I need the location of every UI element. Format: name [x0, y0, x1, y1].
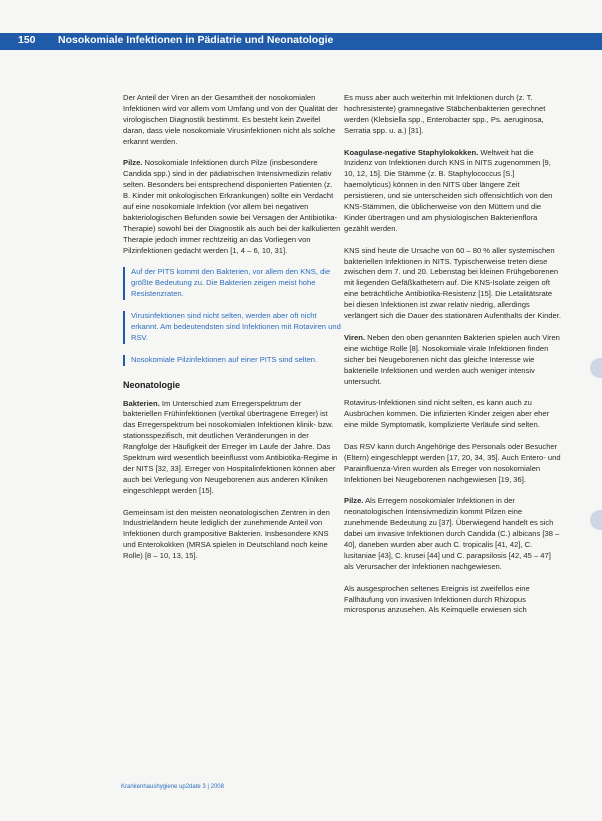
paragraph-text: Im Unterschied zum Erregerspektrum der bakteriellen Frühinfektionen (vertikal übertragene Erreger) ist das Erregerspektrum bei nosokomialen Infektionen klinik- bzw. stationsspezifisch, mit deutlichen Veränderungen in der Rangfolge der Häufigkeit der Erreger im Laufe der Jahre. Das Spektrum wird wesentlich beeinflusst vom Antibiotika-Regime in der NITS [32, 33]. Erreger von Hospitalinfektionen können aber auch bei Verlegung von Neugeborenen aus anderen Kliniken eingeschleppt werden [15].	[123, 398, 338, 495]
paragraph	[123, 158, 341, 256]
paragraph-lead: Pilze.	[344, 496, 364, 506]
paragraph-text: Nosokomiale Infektionen durch Pilze (insbesondere Candida spp.) sind in der pädiatrischen Intensivmedizin relativ selten. Besonders bei entsprechend disponierten Patienten (z. B. Kinder mit onkologischen Erkrankungen) sollte ein Verdacht auf eine nosokomiale Infektion (vor allem bei negativen bakteriologischen Befunden sowie bei Versagen der Antibiotika-Therapie) sowohl bei der Diagnostik als auch bei der kalkulierten Therapie jedoch immer rechtzeitig an das Vorliegen von Pilzinfektionen gedacht werden [1, 4 – 6, 10, 31].	[123, 158, 341, 255]
summary-note: Virusinfektionen sind nicht selten, werden aber oft nicht erkannt. Am bedeutendsten sind Infektionen mit Rotaviren und RSV.	[123, 311, 341, 344]
thumb-tab-marker	[590, 510, 602, 530]
paragraph	[344, 148, 562, 235]
paragraph-text: Als Erregern nosokomialer Infektionen in der neonatologischen Intensivmedizin kommt Pilzen eine zunehmende Bedeutung zu [37]. Überwiegend handelt es sich dabei um invasive Infektionen durch Candida (C.) albicans [38 – 40], daneben wurden aber auch C. tropicalis [41, 42], C. lusitaniae [43], C. krusei [44] und C. parapsilosis [42, 45 – 47] als Verursacher der Infektionen nachgewiesen.	[344, 496, 560, 571]
right-column	[344, 93, 562, 627]
page-footer: Krankenhaushygiene up2date 3 | 2008	[121, 784, 224, 790]
paragraph	[344, 496, 562, 572]
paragraph-text: Weltweit hat die Inzidenz von Infektionen durch KNS in NITS zugenommen [9, 10, 12, 15]. Die Stämme (z. B. Staphylococcus [S.] haemolyticus) können in den NITS über längere Zeit persistieren, und sie unterscheiden sich offensichtlich von den KNS-Stämmen, die üblicherweise von den Müttern und die Kinder übertragen und am physiologischen Bakterienflora gezählt werden.	[344, 147, 553, 233]
paragraph-lead: Koagulase-negative Staphylokokken.	[344, 147, 479, 157]
paragraph-lead: Pilze.	[123, 158, 143, 168]
paragraph: Der Anteil der Viren an der Gesamtheit der nosokomialen Infektionen wird vor allem vom Umfang und von der Qualität der virologischen Diagnostik bestimmt. Es besteht kein Zweifel daran, dass viele nosokomiale Virusinfektionen nicht als solche erkannt werden.	[123, 93, 338, 146]
summary-note: Nosokomiale Pilzinfektionen auf einer PITS sind selten.	[123, 355, 341, 366]
section-heading: Neonatologie	[123, 379, 181, 390]
paragraph-text: Neben den oben genannten Bakterien spielen auch Viren eine wichtige Rolle [8]. Nosokomiale virale Infektionen finden sicher bei Neugeborenen nicht das gleiche Interesse wie bakterielle Infektionen und werden auch weniger intensiv untersucht.	[344, 332, 560, 386]
paragraph	[344, 333, 562, 388]
paragraph-lead: Bakterien.	[123, 398, 160, 408]
paragraph: Als ausgesprochen seltenes Ereignis ist zweifellos eine Fallhäufung von invasiven Infektionen durch Rhizopus microsporus anzusehen. Als Keimquelle erwiesen sich	[344, 583, 530, 615]
paragraph: Rotavirus-Infektionen sind nicht selten, es kann auch zu Ausbrüchen kommen. Die infizierten Kinder zeigen aber eher eine milde Symptomatik, komplizierte Verläufe sind selten.	[344, 398, 550, 430]
paragraph: Es muss aber auch weiterhin mit Infektionen durch (z. T. hochresistente) gramnegative Stäbchenbakterien gerechnet werden (Klebsiella spp., Enterobacter spp., Ps. aeruginosa, Serratia spp. u. a.) [31].	[344, 93, 546, 135]
paragraph-lead: Viren.	[344, 332, 365, 342]
paragraph: KNS sind heute die Ursache von 60 – 80 % aller systemischen bakteriellen Infektionen in NITS. Typischerweise treten diese zwischen dem 7. und 20. Lebenstag bei kleinen Frühgeborenen mit liegenden Gefäßkathetern auf. Die KNS-Isolate zeigen oft eine beträchtliche Antibiotika-Resistenz [15]. Die Letalitätsrate bei diesen Infektionen ist zwar relativ niedrig, allerdings verlängert sich die Dauer des stationären Aufenthalts der Kinder.	[344, 245, 561, 321]
thumb-tab-marker	[590, 358, 602, 378]
running-title: Nosokomiale Infektionen in Pädiatrie und Neonatologie	[58, 34, 334, 46]
paragraph: Das RSV kann durch Angehörige des Personals oder Besucher (Eltern) eingeschleppt werden [17, 20, 34, 35]. Auch Entero- und Parainfluenza-Viren wurden als Erreger von nosokomialen Infektionen bei Neugeborenen nachgewiesen [19, 36].	[344, 441, 561, 484]
page-header-bar	[0, 33, 602, 50]
paragraph: Gemeinsam ist den meisten neonatologischen Zentren in den Industrieländern heute lediglich der zunehmende Anteil von Infektionen durch grampositive Bakterien. Insbesondere KNS und Enterokokken (MRSA spielen in Deutschland noch keine Rolle) [8 – 10, 13, 15].	[123, 507, 330, 561]
paragraph	[123, 399, 341, 497]
summary-note: Auf der PITS kommt den Bakterien, vor allem den KNS, die größte Bedeutung zu. Die Bakterien zeigen meist hohe Resistenzraten.	[123, 267, 341, 300]
left-column	[123, 93, 341, 573]
page-number: 150	[18, 34, 36, 46]
